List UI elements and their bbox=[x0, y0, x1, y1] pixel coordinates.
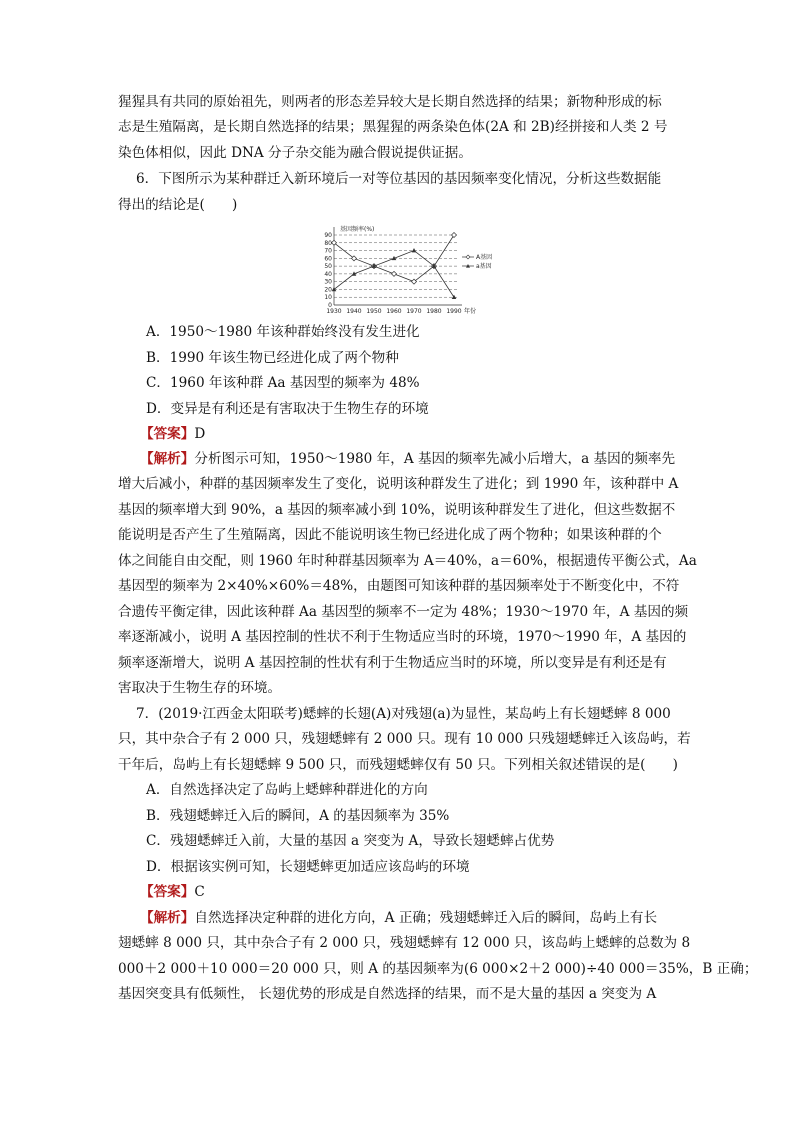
answer-tag: 【答案】 bbox=[140, 884, 195, 900]
analysis-text: 翅蟋蟀 8 000 只，其中杂合子有 2 000 只，残翅蟋蟀有 12 000 只，该岛屿上蟋蟀的总数为 8 bbox=[118, 935, 691, 951]
gene-frequency-chart bbox=[318, 225, 502, 321]
body-text-line: 志是生殖隔离，是长期自然选择的结果；黑猩猩的两条染色体(2A 和 2B)经拼接和人类 2 号 bbox=[118, 119, 668, 135]
x-tick-label: 1980 bbox=[426, 308, 442, 315]
option-c: C．1960 年该种群 Aa 基因型的频率为 48% bbox=[146, 375, 420, 391]
analysis-text: 分析图示可知，1950～1980 年，A 基因的频率先减小后增大，a 基因的频率先 bbox=[194, 451, 676, 467]
x-tick-label: 1930 bbox=[326, 308, 342, 315]
x-tick-label: 1960 bbox=[386, 308, 402, 315]
y-tick-label: 30 bbox=[324, 278, 332, 286]
option-d: D．变异是有利还是有害取决于生物生存的环境 bbox=[146, 401, 429, 417]
data-point-a bbox=[412, 248, 417, 252]
option-a: A．自然选择决定了岛屿上蟋蟀种群进化的方向 bbox=[146, 782, 428, 798]
option-c: C．残翅蟋蟀迁入前，大量的基因 a 突变为 A，导致长翅蟋蟀占优势 bbox=[146, 833, 555, 849]
analysis-text: 率逐渐减小，说明 A 基因控制的性状不利于生物适应当时的环境，1970～1990 年，A 基因的 bbox=[118, 629, 687, 645]
question-7-stem: 干年后，岛屿上有长翅蟋蟀 9 500 只，而残翅蟋蟀仅有 50 只。下列相关叙述错误的是( ) bbox=[118, 757, 678, 773]
data-point-a bbox=[332, 287, 337, 291]
x-tick-label: 1940 bbox=[346, 308, 362, 315]
answer-line bbox=[140, 422, 205, 448]
y-tick-label: 50 bbox=[324, 263, 332, 271]
x-tick-label: 1950 bbox=[366, 308, 382, 315]
legend-label: A基因 bbox=[476, 254, 493, 261]
option-a: A．1950～1980 年该种群始终没有发生进化 bbox=[146, 324, 420, 340]
y-tick-label: 10 bbox=[324, 294, 332, 302]
option-d: D．根据该实例可知，长翅蟋蟀更加适应该岛屿的环境 bbox=[146, 859, 470, 875]
answer-value: C bbox=[194, 884, 205, 900]
analysis-text: 基因突变具有低频性， 长翅优势的形成是自然选择的结果，而不是大量的基因 a 突变为 A bbox=[118, 986, 657, 1002]
y-tick-label: 90 bbox=[324, 232, 332, 239]
option-b: B．1990 年该生物已经进化成了两个物种 bbox=[146, 350, 399, 366]
analysis-text: 基因型的频率为 2×40%×60%＝48%，由题图可知该种群的基因频率处于不断变化中，不符 bbox=[118, 578, 680, 594]
analysis-text: 合遗传平衡定律，因此该种群 Aa 基因型的频率不一定为 48%；1930～1970 年，A 基因的频 bbox=[118, 604, 689, 620]
analysis-tag: 【解析】 bbox=[140, 451, 195, 467]
y-axis-label: 基因频率(%) bbox=[340, 226, 375, 233]
analysis-line bbox=[140, 906, 702, 932]
data-point-A bbox=[452, 233, 457, 238]
body-text-line: 染色体相似，因此 DNA 分子杂交能为融合假说提供证据。 bbox=[118, 145, 472, 161]
y-tick-label: 40 bbox=[324, 270, 332, 278]
analysis-text: 000＋2 000＋10 000＝20 000 只，则 A 的基因频率为(6 000×2＋2 000)÷40 000＝35%，B 正确； bbox=[118, 961, 758, 977]
answer-value: D bbox=[194, 426, 206, 442]
analysis-text: 能说明是否产生了生殖隔离，因此不能说明该生物已经进化成了两个物种；如果该种群的个 bbox=[118, 527, 662, 543]
question-6-stem: 得出的结论是( ) bbox=[118, 197, 238, 213]
y-tick-label: 20 bbox=[324, 286, 332, 294]
question-6-stem: 6．下图所示为某种群迁入新环境后一对等位基因的基因频率变化情况，分析这些数据能 bbox=[136, 171, 662, 187]
analysis-tag: 【解析】 bbox=[140, 910, 195, 926]
analysis-text: 体之间能自由交配，则 1960 年时种群基因频率为 A＝40%，a＝60%，根据遗传平衡公式，Aa bbox=[118, 553, 697, 569]
y-tick-label: 60 bbox=[324, 255, 332, 263]
answer-tag: 【答案】 bbox=[140, 426, 195, 442]
question-7-stem: 只，其中杂合子有 2 000 只，残翅蟋蟀有 2 000 只。现有 10 000 只残翅蟋蟀迁入该岛屿，若 bbox=[118, 731, 691, 747]
analysis-text: 基因的频率增大到 90%，a 基因的频率减小到 10%，说明该种群发生了进化，但这些数据不 bbox=[118, 502, 676, 518]
x-tick-label: 1990 bbox=[446, 308, 462, 315]
question-7-stem: 7．(2019·江西金太阳联考)蟋蟀的长翅(A)对残翅(a)为显性，某岛屿上有长翅蟋蟀 8 000 bbox=[136, 706, 671, 722]
answer-line bbox=[140, 880, 205, 906]
analysis-text: 频率逐渐增大，说明 A 基因控制的性状有利于生物适应当时的环境，所以变异是有利还是有 bbox=[118, 655, 667, 671]
analysis-line bbox=[140, 447, 702, 473]
legend-label: a基因 bbox=[476, 263, 492, 270]
analysis-text: 自然选择决定种群的进化方向，A 正确；残翅蟋蟀迁入后的瞬间，岛屿上有长 bbox=[194, 910, 658, 926]
analysis-text: 增大后减小，种群的基因频率发生了变化，说明该种群发生了进化；到 1990 年，该种群中 A bbox=[118, 476, 679, 492]
y-tick-label: 70 bbox=[324, 247, 332, 255]
x-axis-label: 年份 bbox=[464, 308, 477, 315]
body-text-line: 猩猩具有共同的原始祖先，则两者的形态差异较大是长期自然选择的结果；新物种形成的标 bbox=[118, 94, 662, 110]
y-tick-label: 80 bbox=[324, 239, 332, 247]
analysis-text: 害取决于生物生存的环境。 bbox=[118, 680, 282, 696]
option-b: B．残翅蟋蟀迁入后的瞬间，A 的基因频率为 35% bbox=[146, 808, 450, 824]
x-tick-label: 1970 bbox=[406, 308, 422, 315]
legend-marker bbox=[466, 255, 470, 259]
y-tick-label: 0 bbox=[328, 302, 332, 309]
data-point-A bbox=[392, 271, 397, 276]
